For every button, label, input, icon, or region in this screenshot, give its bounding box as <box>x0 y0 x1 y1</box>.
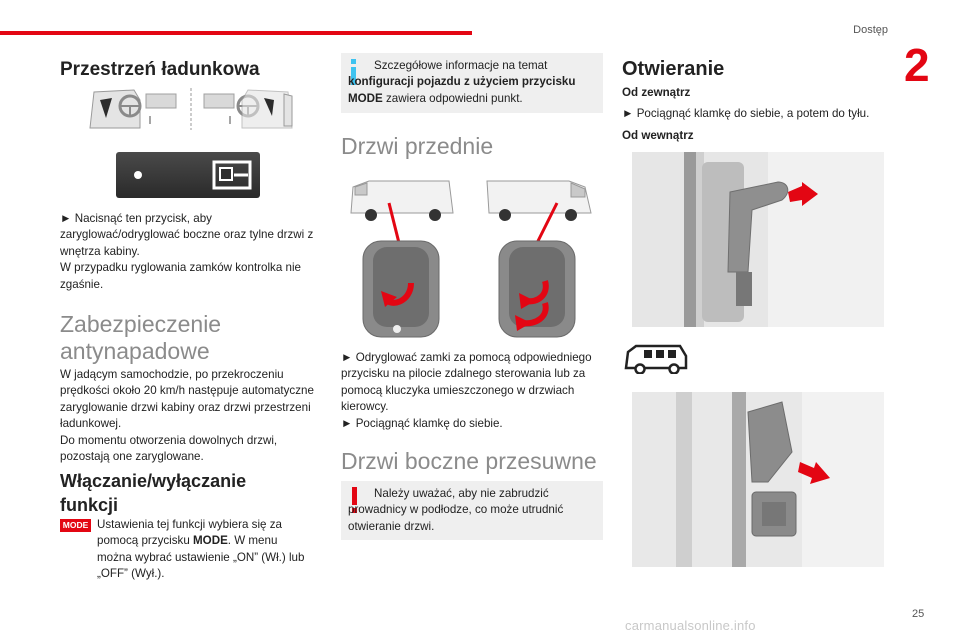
watermark-text: carmanualsonline.info <box>625 618 756 633</box>
info-text-b: zawiera odpowiedni punkt. <box>382 91 523 105</box>
antitheft-heading <box>60 311 320 365</box>
toggle-text-a: Ustawienia tej funkcji wybiera się za pomocą przycisku <box>97 518 282 548</box>
mode-badge: MODE <box>60 519 91 532</box>
header-accent-bar <box>0 31 472 35</box>
cargo-area-heading: Przestrzeń ładunkowa <box>60 59 260 80</box>
chapter-number: 2 <box>904 39 930 91</box>
front-doors-text-block <box>341 350 597 432</box>
toggle-text-b: . W menu można wybrać ustawienie „ON” (Wł.) lub „OFF” (Wył.). <box>97 534 305 581</box>
inside-handle-photo-1 <box>632 152 884 327</box>
outside-label: Od zewnątrz <box>622 86 691 99</box>
antitheft-heading-line1: Zabezpieczenie <box>60 311 222 337</box>
section-label: Dostęp <box>853 24 888 36</box>
antitheft-text-1: W jadącym samochodzie, po przekroczeniu prędkości około 20 km/h następuje automatyczne zaryglowanie drzwi kabiny oraz drzwi przestrzeni ładunkowej. <box>60 368 314 431</box>
front-doors-text-1: ► Odryglować zamki za pomocą odpowiedniego przycisku na pilocie zdalnego sterowania lub za pomocą kluczyka umieszczonego w drzwiach kierowcy. <box>341 351 592 414</box>
antitheft-heading-line2: antynapadowe <box>60 338 210 364</box>
inside-label: Od wewnątrz <box>622 129 694 142</box>
toggle-heading <box>60 469 246 517</box>
info-text-bold: konfiguracji pojazdu z użyciem przycisku MODE <box>348 75 576 105</box>
cargo-lock-button <box>116 152 260 198</box>
toggle-heading-line1: Włączanie/wyłączanie <box>60 471 247 491</box>
page-number: 25 <box>912 608 925 620</box>
front-door-handle-illustration <box>349 175 599 340</box>
info-text <box>348 58 598 107</box>
sliding-doors-heading: Drzwi boczne przesuwne <box>341 448 597 474</box>
toggle-text-bold: MODE <box>193 534 228 548</box>
minibus-icon <box>624 342 690 374</box>
opening-heading: Otwieranie <box>622 58 725 80</box>
cab-doors-illustration <box>88 86 294 132</box>
info-text-a: Szczegółowe informacje na temat <box>374 59 548 72</box>
cargo-text-block <box>60 211 314 293</box>
front-doors-text-2: ► Pociągnąć klamkę do siebie. <box>341 416 503 430</box>
front-doors-heading: Drzwi przednie <box>341 133 494 159</box>
outside-text: ► Pociągnąć klamkę do siebie, a potem do tyłu. <box>622 107 870 120</box>
antitheft-text-block <box>60 367 316 465</box>
cargo-note: W przypadku ryglowania zamków kontrolka nie zgaśnie. <box>60 261 301 291</box>
toggle-text-first <box>97 517 313 583</box>
toggle-heading-line2: funkcji <box>60 495 119 515</box>
antitheft-text-2: Do momentu otworzenia dowolnych drzwi, pozostają one zaryglowane. <box>60 433 278 464</box>
warning-text: Należy uważać, aby nie zabrudzić prowadnicy w podłodze, co może utrudnić otwieranie drzwi. <box>348 487 564 533</box>
cargo-instruction: ► Nacisnąć ten przycisk, aby zaryglować/odryglować boczne oraz tylne drzwi z wnętrza kabiny. <box>60 212 314 258</box>
inside-handle-photo-2 <box>632 392 884 567</box>
